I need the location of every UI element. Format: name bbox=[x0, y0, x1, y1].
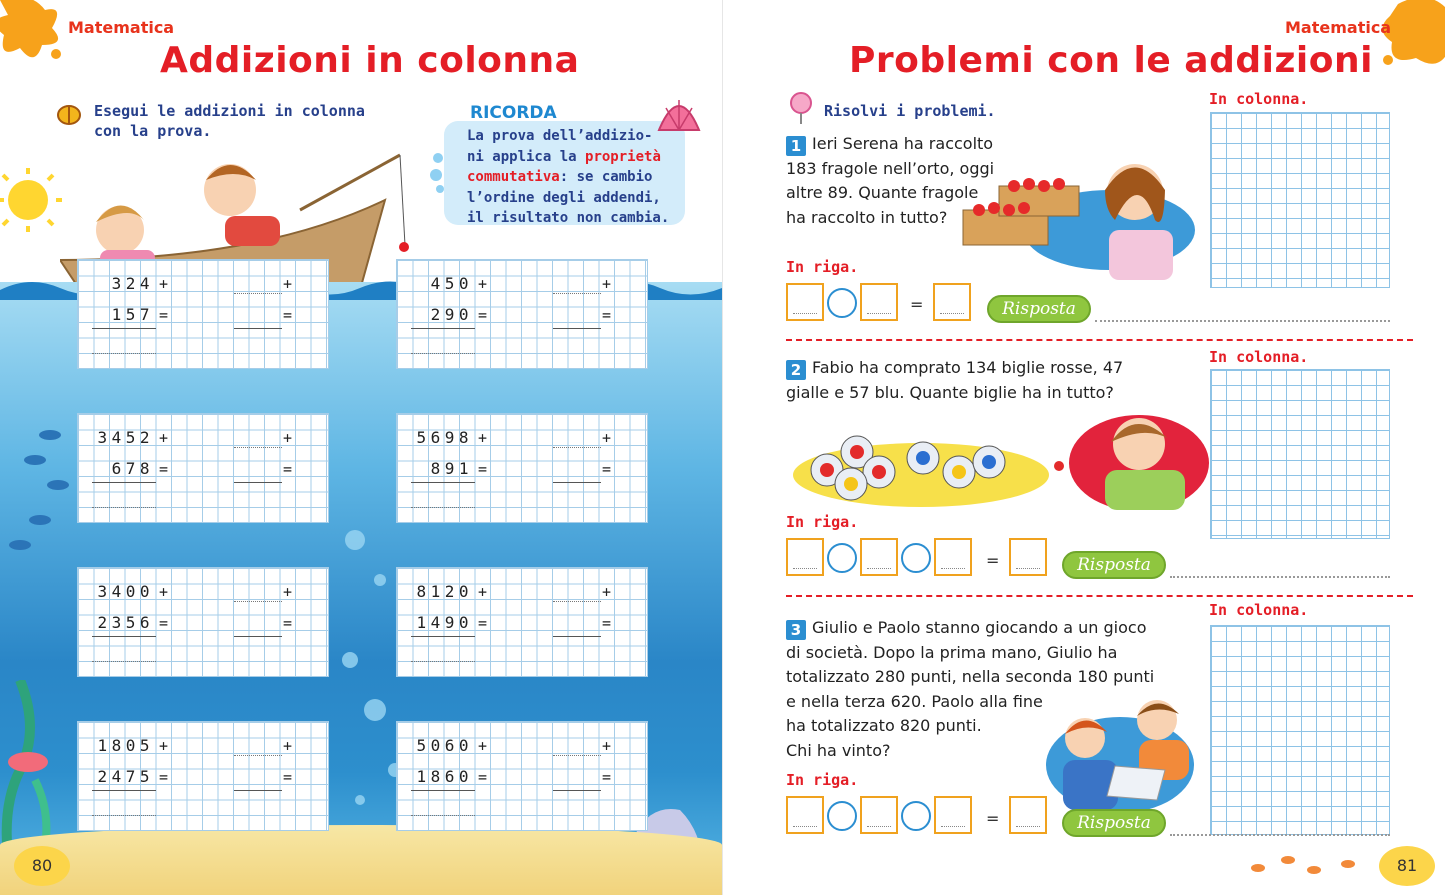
answer-box[interactable] bbox=[786, 796, 824, 834]
section-divider bbox=[786, 339, 1413, 341]
proof-underline[interactable] bbox=[553, 482, 601, 483]
result-box[interactable] bbox=[1009, 796, 1047, 834]
page-title: Addizioni in colonna bbox=[160, 40, 580, 81]
ricorda-line bbox=[467, 167, 677, 188]
addition-exercise-card[interactable] bbox=[77, 567, 329, 677]
plus-sign: + bbox=[159, 583, 169, 601]
sum-underline bbox=[411, 790, 475, 791]
problem-line bbox=[786, 356, 1123, 381]
sum-answer-line[interactable] bbox=[92, 661, 156, 662]
proof-addend-line[interactable] bbox=[553, 447, 601, 448]
answer-box[interactable] bbox=[934, 538, 972, 576]
addend-2: 1860 bbox=[416, 767, 473, 786]
addition-exercise-card[interactable] bbox=[77, 721, 329, 831]
equals-sign: = bbox=[478, 768, 488, 786]
problem-line: totalizzato 280 punti, nella seconda 180 punti bbox=[786, 667, 1155, 686]
plus-sign: + bbox=[478, 583, 488, 601]
plus-sign: + bbox=[478, 737, 488, 755]
proof-underline[interactable] bbox=[553, 790, 601, 791]
equals-sign: = bbox=[602, 614, 612, 632]
risposta-button: Risposta bbox=[1062, 551, 1166, 579]
equals-sign: = bbox=[478, 306, 488, 324]
in-riga-label: In riga. bbox=[786, 513, 859, 531]
page-number: 81 bbox=[1379, 846, 1435, 886]
addend-1: 3400 bbox=[97, 582, 154, 601]
left-page bbox=[0, 0, 722, 895]
problem-number: 1 bbox=[786, 136, 806, 156]
answer-box[interactable] bbox=[786, 538, 824, 576]
subject-label: Matematica bbox=[1285, 18, 1392, 37]
operator-circle[interactable] bbox=[901, 801, 931, 831]
sum-underline bbox=[411, 636, 475, 637]
answer-line[interactable] bbox=[1095, 320, 1390, 322]
problem-number: 2 bbox=[786, 360, 806, 380]
girl-strawberries-illustration bbox=[959, 150, 1199, 280]
in-colonna-label: In colonna. bbox=[1209, 90, 1309, 108]
subject-label: Matematica bbox=[68, 18, 175, 37]
addend-2: 891 bbox=[430, 459, 473, 478]
sum-underline bbox=[92, 790, 156, 791]
orange-splash-icon bbox=[0, 0, 70, 70]
answer-box[interactable] bbox=[786, 283, 824, 321]
column-grid[interactable] bbox=[1210, 625, 1390, 835]
addend-1: 5698 bbox=[416, 428, 473, 447]
plus-sign: + bbox=[478, 429, 488, 447]
ricorda-title: RICORDA bbox=[470, 103, 557, 123]
answer-line[interactable] bbox=[1170, 834, 1390, 836]
addend-1: 3452 bbox=[97, 428, 154, 447]
ricorda-line: La prova dell’addizio- bbox=[467, 128, 653, 144]
result-box[interactable] bbox=[1009, 538, 1047, 576]
sum-underline bbox=[411, 482, 475, 483]
plus-sign: + bbox=[602, 275, 612, 293]
sum-underline bbox=[92, 482, 156, 483]
addition-exercise-card[interactable] bbox=[396, 259, 648, 369]
addend-1: 8120 bbox=[416, 582, 473, 601]
problem-line: ha totalizzato 820 punti. bbox=[786, 716, 982, 735]
operator-circle[interactable] bbox=[827, 288, 857, 318]
in-colonna-label: In colonna. bbox=[1209, 601, 1309, 619]
problem-line bbox=[786, 616, 1154, 641]
addend-2: 2356 bbox=[97, 613, 154, 632]
addend-2: 290 bbox=[430, 305, 473, 324]
sum-answer-line[interactable] bbox=[411, 353, 475, 354]
sum-answer-line[interactable] bbox=[92, 815, 156, 816]
equals-sign: = bbox=[283, 614, 293, 632]
sum-underline bbox=[92, 328, 156, 329]
sum-answer-line[interactable] bbox=[92, 507, 156, 508]
answer-box[interactable] bbox=[860, 283, 898, 321]
ricorda-highlight: proprietà bbox=[585, 148, 661, 165]
equals-sign: = bbox=[602, 306, 612, 324]
equals-sign: = bbox=[986, 551, 1000, 570]
operator-circle[interactable] bbox=[901, 543, 931, 573]
ricorda-line bbox=[467, 147, 677, 168]
ladybug-icon bbox=[56, 102, 82, 126]
plus-sign: + bbox=[159, 737, 169, 755]
equals-sign: = bbox=[478, 460, 488, 478]
in-riga-label: In riga. bbox=[786, 258, 859, 276]
proof-underline[interactable] bbox=[234, 790, 282, 791]
addend-2: 678 bbox=[111, 459, 154, 478]
equals-sign: = bbox=[283, 768, 293, 786]
problem-line: altre 89. Quante fragole bbox=[786, 183, 979, 202]
sum-answer-line[interactable] bbox=[411, 661, 475, 662]
plus-sign: + bbox=[283, 737, 293, 755]
boys-board-game-illustration bbox=[1045, 690, 1195, 815]
sum-underline bbox=[92, 636, 156, 637]
answer-box[interactable] bbox=[860, 796, 898, 834]
operator-circle[interactable] bbox=[827, 543, 857, 573]
proof-addend-line[interactable] bbox=[234, 755, 282, 756]
plus-sign: + bbox=[602, 429, 612, 447]
addition-exercise-card[interactable] bbox=[77, 413, 329, 523]
addend-1: 450 bbox=[430, 274, 473, 293]
addend-2: 157 bbox=[111, 305, 154, 324]
proof-underline[interactable] bbox=[234, 328, 282, 329]
plus-sign: + bbox=[602, 583, 612, 601]
small-fish-icons bbox=[1248, 850, 1373, 880]
sum-answer-line[interactable] bbox=[411, 815, 475, 816]
proof-underline[interactable] bbox=[234, 636, 282, 637]
proof-underline[interactable] bbox=[553, 636, 601, 637]
ricorda-line-part: ni applica la bbox=[467, 148, 586, 165]
proof-underline[interactable] bbox=[234, 482, 282, 483]
equals-sign: = bbox=[159, 460, 169, 478]
addition-exercise-card[interactable] bbox=[396, 413, 648, 523]
proof-addend-line[interactable] bbox=[234, 601, 282, 602]
plus-sign: + bbox=[159, 429, 169, 447]
plus-sign: + bbox=[283, 583, 293, 601]
sand bbox=[0, 825, 722, 895]
column-grid[interactable] bbox=[1210, 369, 1390, 539]
operator-circle[interactable] bbox=[827, 801, 857, 831]
addend-1: 324 bbox=[111, 274, 154, 293]
problem-line: gialle e 57 blu. Quante biglie ha in tutto? bbox=[786, 382, 1114, 402]
addend-2: 1490 bbox=[416, 613, 473, 632]
page-title: Problemi con le addizioni bbox=[849, 40, 1373, 81]
fish-school-icon bbox=[0, 410, 75, 560]
ricorda-line-part: : se cambio bbox=[559, 169, 653, 185]
sum-underline bbox=[411, 328, 475, 329]
risposta-button: Risposta bbox=[987, 295, 1091, 323]
equals-sign: = bbox=[159, 306, 169, 324]
problem-line-text: Fabio ha comprato 134 biglie rosse, 47 bbox=[812, 358, 1124, 377]
proof-addend-line[interactable] bbox=[553, 293, 601, 294]
page-number: 80 bbox=[14, 846, 70, 886]
addend-2: 2475 bbox=[97, 767, 154, 786]
section-divider bbox=[786, 595, 1413, 597]
proof-addend-line[interactable] bbox=[553, 601, 601, 602]
ricorda-text bbox=[467, 126, 677, 229]
column-grid[interactable] bbox=[1210, 112, 1390, 288]
equals-sign: = bbox=[602, 460, 612, 478]
ricorda-line: il risultato non cambia. bbox=[467, 210, 670, 226]
answer-box[interactable] bbox=[934, 796, 972, 834]
problem-line-text: Giulio e Paolo stanno giocando a un gioco bbox=[812, 618, 1147, 637]
problem-2-text bbox=[786, 356, 1123, 405]
lollipop-icon bbox=[789, 92, 813, 124]
equals-sign: = bbox=[478, 614, 488, 632]
instruction-text bbox=[94, 101, 365, 141]
problem-line: di società. Dopo la prima mano, Giulio ha bbox=[786, 642, 1118, 662]
sum-answer-line[interactable] bbox=[411, 507, 475, 508]
instruction-line: Esegui le addizioni in colonna bbox=[94, 102, 365, 120]
plus-sign: + bbox=[478, 275, 488, 293]
risposta-button: Risposta bbox=[1062, 809, 1166, 837]
plus-sign: + bbox=[283, 429, 293, 447]
proof-underline[interactable] bbox=[553, 328, 601, 329]
result-box[interactable] bbox=[933, 283, 971, 321]
equals-sign: = bbox=[986, 809, 1000, 828]
addend-1: 5060 bbox=[416, 736, 473, 755]
addition-exercise-card[interactable] bbox=[77, 259, 329, 369]
problem-line: Chi ha vinto? bbox=[786, 740, 891, 760]
addend-1: 1805 bbox=[97, 736, 154, 755]
right-page bbox=[722, 0, 1445, 895]
problem-line-text: Ieri Serena ha raccolto bbox=[812, 134, 994, 153]
equals-sign: = bbox=[910, 295, 924, 314]
plus-sign: + bbox=[283, 275, 293, 293]
proof-addend-line[interactable] bbox=[234, 293, 282, 294]
proof-addend-line[interactable] bbox=[234, 447, 282, 448]
addition-exercise-card[interactable] bbox=[396, 567, 648, 677]
ricorda-line: l’ordine degli addendi, bbox=[467, 189, 661, 206]
addition-exercise-card[interactable] bbox=[396, 721, 648, 831]
ricorda-highlight: commutativa bbox=[467, 169, 560, 185]
plus-sign: + bbox=[159, 275, 169, 293]
equals-sign: = bbox=[283, 460, 293, 478]
equals-sign: = bbox=[602, 768, 612, 786]
instruction-text: Risolvi i problemi. bbox=[824, 102, 996, 120]
sum-answer-line[interactable] bbox=[92, 353, 156, 354]
problem-line: ha raccolto in tutto? bbox=[786, 207, 948, 227]
in-riga-label: In riga. bbox=[786, 771, 859, 789]
marbles-illustration bbox=[791, 420, 1051, 510]
instruction-line: con la prova. bbox=[94, 122, 212, 140]
answer-box[interactable] bbox=[860, 538, 898, 576]
in-colonna-label: In colonna. bbox=[1209, 348, 1309, 366]
bubbles-icon bbox=[428, 150, 448, 195]
answer-line[interactable] bbox=[1170, 576, 1390, 578]
boy-marble-illustration bbox=[1049, 408, 1209, 510]
equals-sign: = bbox=[283, 306, 293, 324]
problem-line: e nella terza 620. Paolo alla fine bbox=[786, 691, 1043, 711]
equals-sign: = bbox=[159, 614, 169, 632]
proof-addend-line[interactable] bbox=[553, 755, 601, 756]
plus-sign: + bbox=[602, 737, 612, 755]
equals-sign: = bbox=[159, 768, 169, 786]
problem-line: 183 fragole nell’orto, oggi bbox=[786, 158, 995, 178]
problem-number: 3 bbox=[786, 620, 806, 640]
